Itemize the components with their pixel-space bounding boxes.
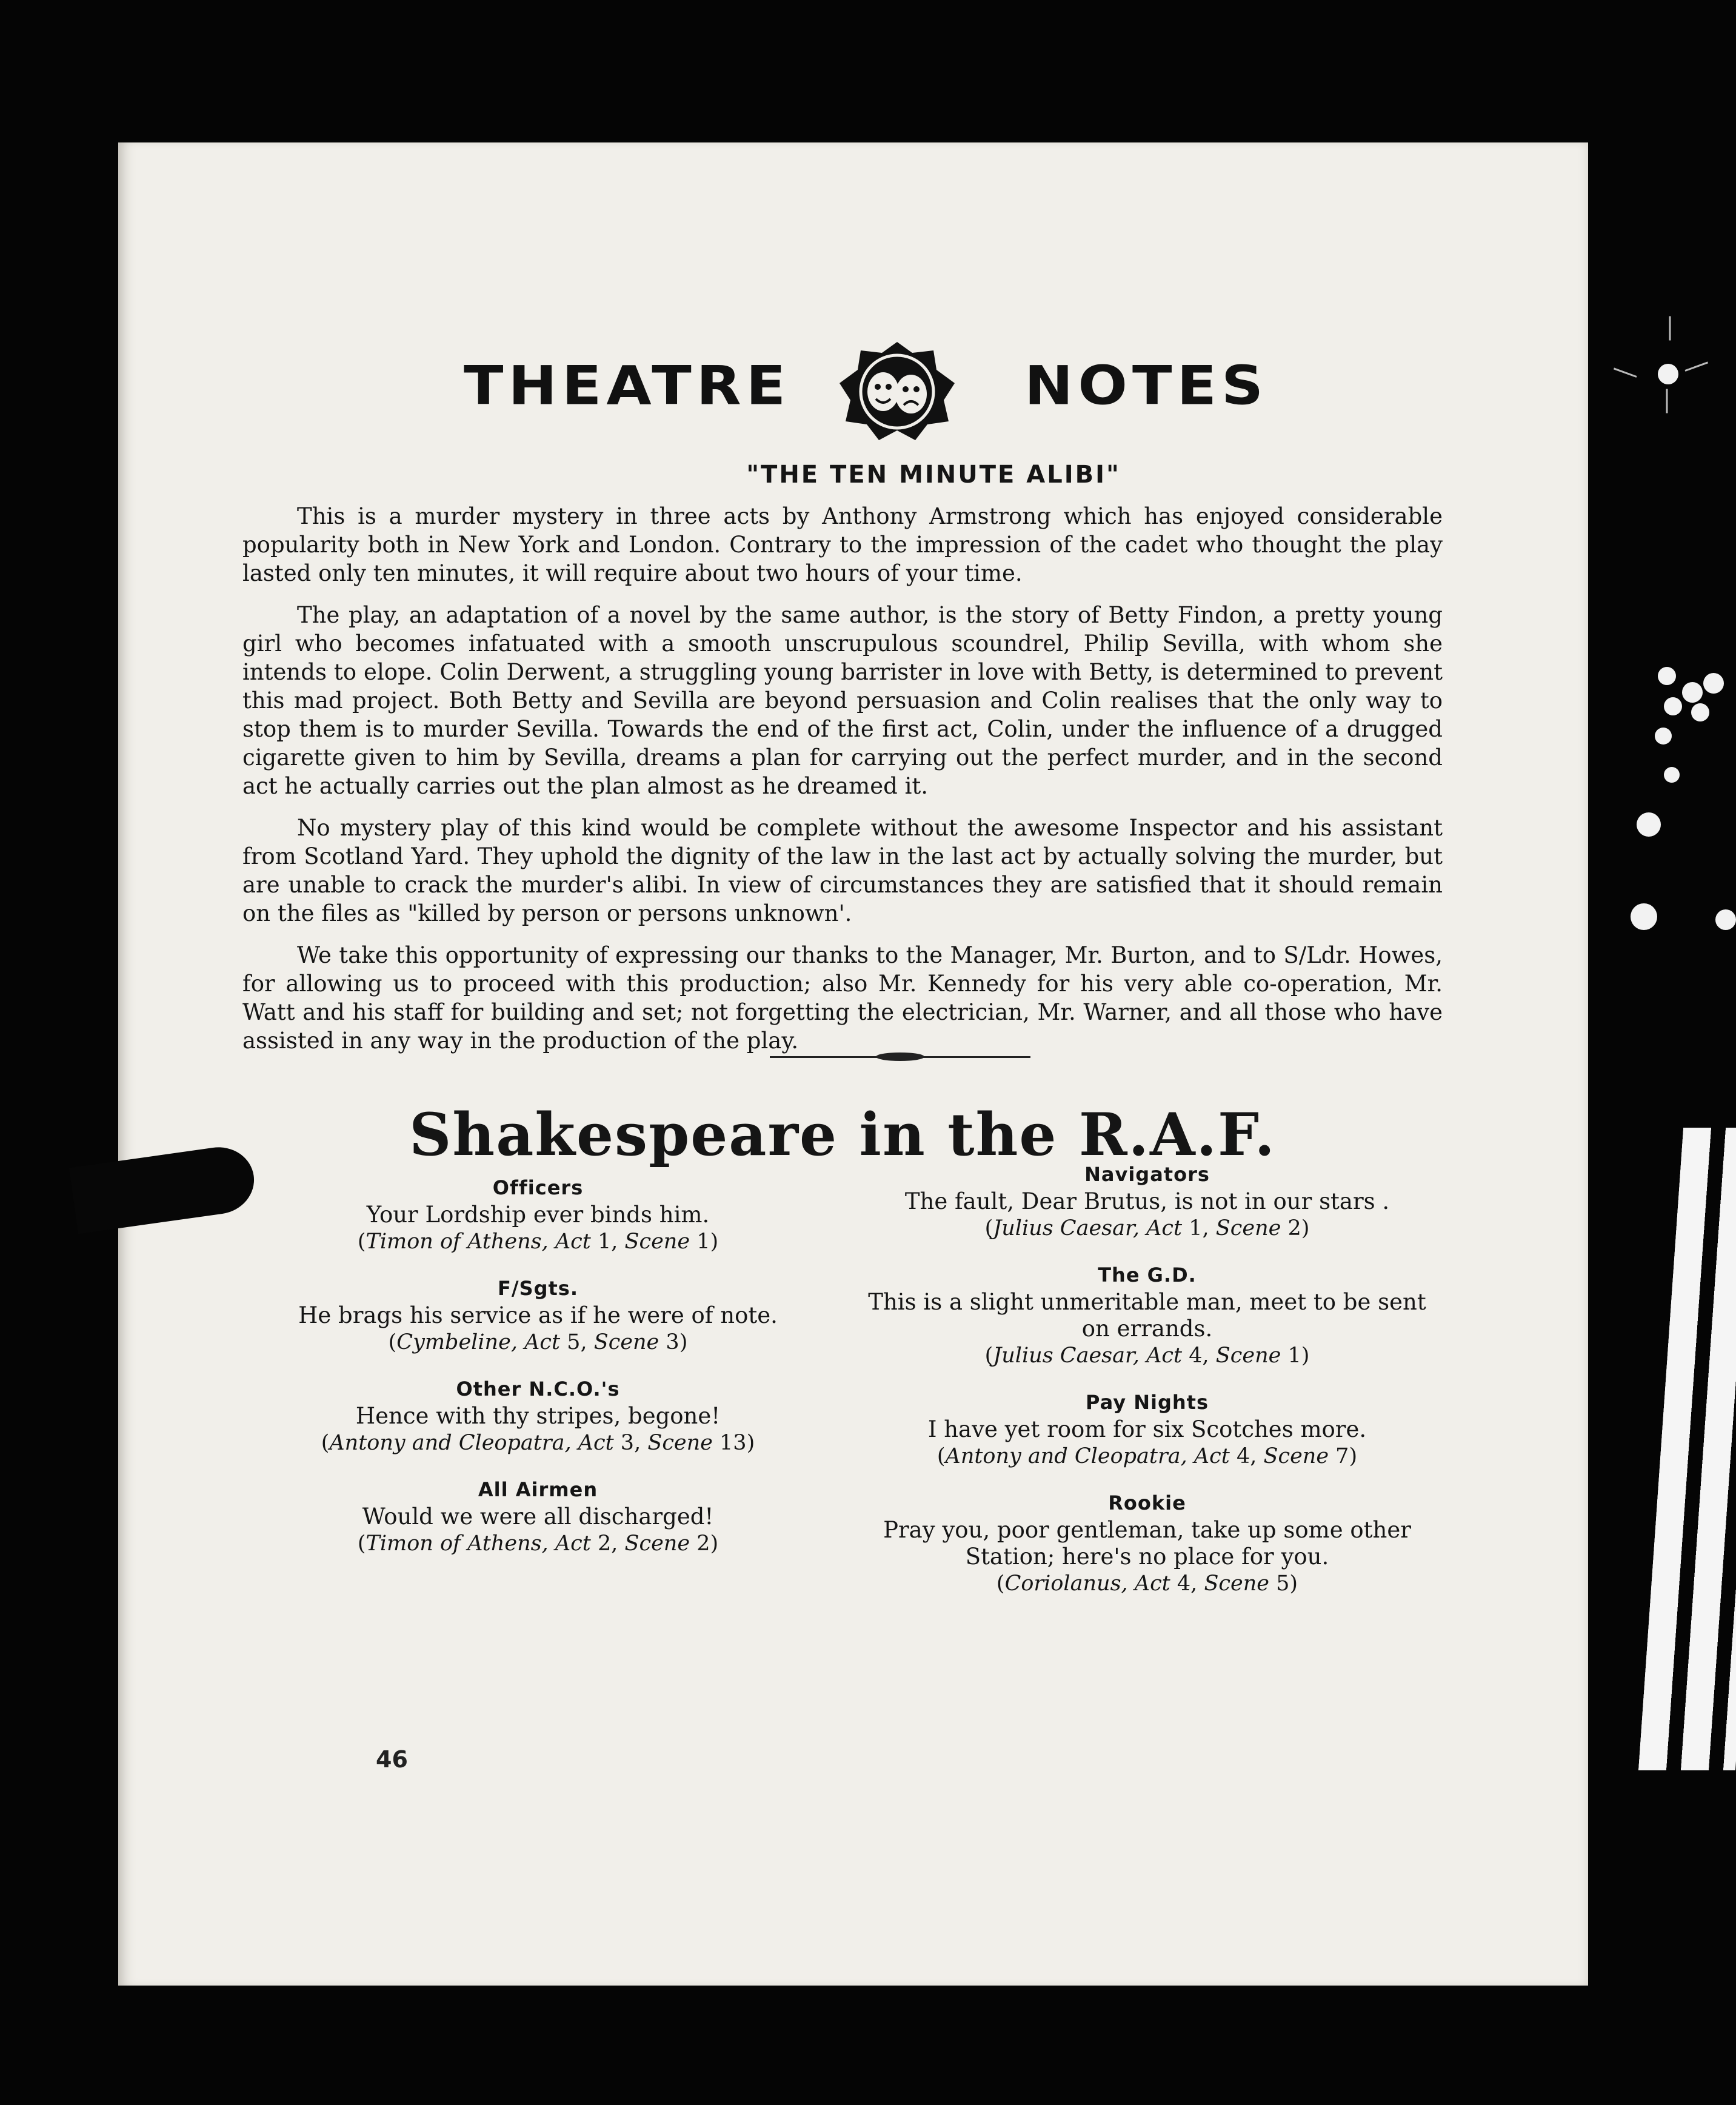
quote-entry [852, 1163, 1443, 1242]
quote-heading: The G.D. [1098, 1263, 1197, 1287]
article-paragraph: This is a murder mystery in three acts by Anthony Armstrong which has enjoyed considerable popularity both in New York and London. Contrary to the impression of the cadet who thought the play lasted only ten minutes, it will require about two hours of your time. [242, 503, 1443, 586]
quote-text: Pray you, poor gentleman, take up some other Station; here's no place for you. [883, 1517, 1411, 1570]
quotes-left-column [242, 1176, 833, 1619]
quote-citation: (Antony and Cleopatra, Act 4, Scene 7) [936, 1444, 1358, 1468]
quote-citation: (Cymbeline, Act 5, Scene 3) [388, 1330, 688, 1354]
quote-citation: (Coriolanus, Act 4, Scene 5) [996, 1571, 1298, 1596]
quote-text: The fault, Dear Brutus, is not in our stars . [904, 1188, 1390, 1214]
quote-entry [242, 1176, 833, 1255]
section-divider [770, 1056, 1030, 1058]
quote-text: This is a slight unmeritable man, meet to be sent on errands. [868, 1289, 1426, 1342]
quote-entry [852, 1263, 1443, 1369]
shakespeare-title: Shakespeare in the R.A.F. [409, 1100, 1276, 1169]
quote-citation: (Timon of Athens, Act 2, Scene 2) [357, 1531, 719, 1556]
quote-text: Your Lordship ever binds him. [366, 1202, 710, 1228]
article-paragraph: No mystery play of this kind would be complete without the awesome Inspector and his assistant from Scotland Yard. They uphold the dignity of the law in the last act by actually solving the murder, but are unable to crack the murder's alibi. In view of circumstances they are satisfied that it should remain on the files as "killed by person or persons unknown'. [242, 815, 1443, 926]
quotes-columns [242, 1163, 1443, 1619]
masthead-right-word: NOTES [1024, 354, 1269, 417]
page-number: 46 [376, 1746, 408, 1773]
masthead-left-word: THEATRE [464, 354, 791, 417]
quote-heading: Navigators [1084, 1163, 1210, 1186]
quote-citation: (Julius Caesar, Act 4, Scene 1) [984, 1344, 1310, 1368]
article-body [242, 502, 1443, 1055]
quote-heading: F/Sgts. [498, 1277, 578, 1300]
quote-heading: Officers [492, 1176, 584, 1199]
page-content [242, 327, 1443, 1619]
quote-entry [242, 1478, 833, 1557]
quote-citation: (Timon of Athens, Act 1, Scene 1) [357, 1230, 719, 1254]
quote-heading: All Airmen [478, 1478, 598, 1501]
quote-entry [852, 1491, 1443, 1597]
quote-citation: (Antony and Cleopatra, Act 3, Scene 13) [321, 1431, 755, 1455]
quote-entry [852, 1391, 1443, 1470]
quote-text: He brags his service as if he were of note. [298, 1302, 778, 1328]
article-paragraph: We take this opportunity of expressing our thanks to the Manager, Mr. Burton, and to S/Ldr. Howes, for allowing us to proceed with this production; also Mr. Kennedy for his very able co-operation, Mr. Watt and his staff for building and set; not forgetting the electrician, Mr. Warner, and all those who have assisted in any way in the production of the play. [242, 942, 1443, 1054]
quote-entry [242, 1377, 833, 1456]
theatre-masks-icon [833, 340, 961, 443]
quotes-right-column [833, 1163, 1443, 1619]
quote-text: Would we were all discharged! [362, 1504, 714, 1530]
quote-entry [242, 1277, 833, 1356]
play-title: "THE TEN MINUTE ALIBI" [746, 461, 1121, 489]
article-paragraph: The play, an adaptation of a novel by the same author, is the story of Betty Findon, a pretty young girl who becomes infatuated with a smooth unscrupulous scoundrel, Philip Sevilla, with whom she intends to elope. Colin Derwent, a struggling young barrister in love with Betty, is determined to prevent this mad project. Both Betty and Sevilla are beyond persuasion and Colin realises that the only way to stop them is to murder Sevilla. Towards the end of the first act, Colin, under the influence of a drugged cigarette given to him by Sevilla, dreams a plan for carrying out the perfect murder, and in the second act he actually carries out the plan almost as he dreamed it. [242, 602, 1443, 799]
quote-text: I have yet room for six Scotches more. [927, 1416, 1367, 1442]
quote-citation: (Julius Caesar, Act 1, Scene 2) [984, 1216, 1310, 1240]
quote-text: Hence with thy stripes, begone! [355, 1403, 721, 1429]
quote-heading: Other N.C.O.'s [456, 1377, 620, 1401]
quote-heading: Pay Nights [1086, 1391, 1209, 1414]
quote-heading: Rookie [1108, 1491, 1186, 1514]
masthead [242, 327, 1443, 461]
